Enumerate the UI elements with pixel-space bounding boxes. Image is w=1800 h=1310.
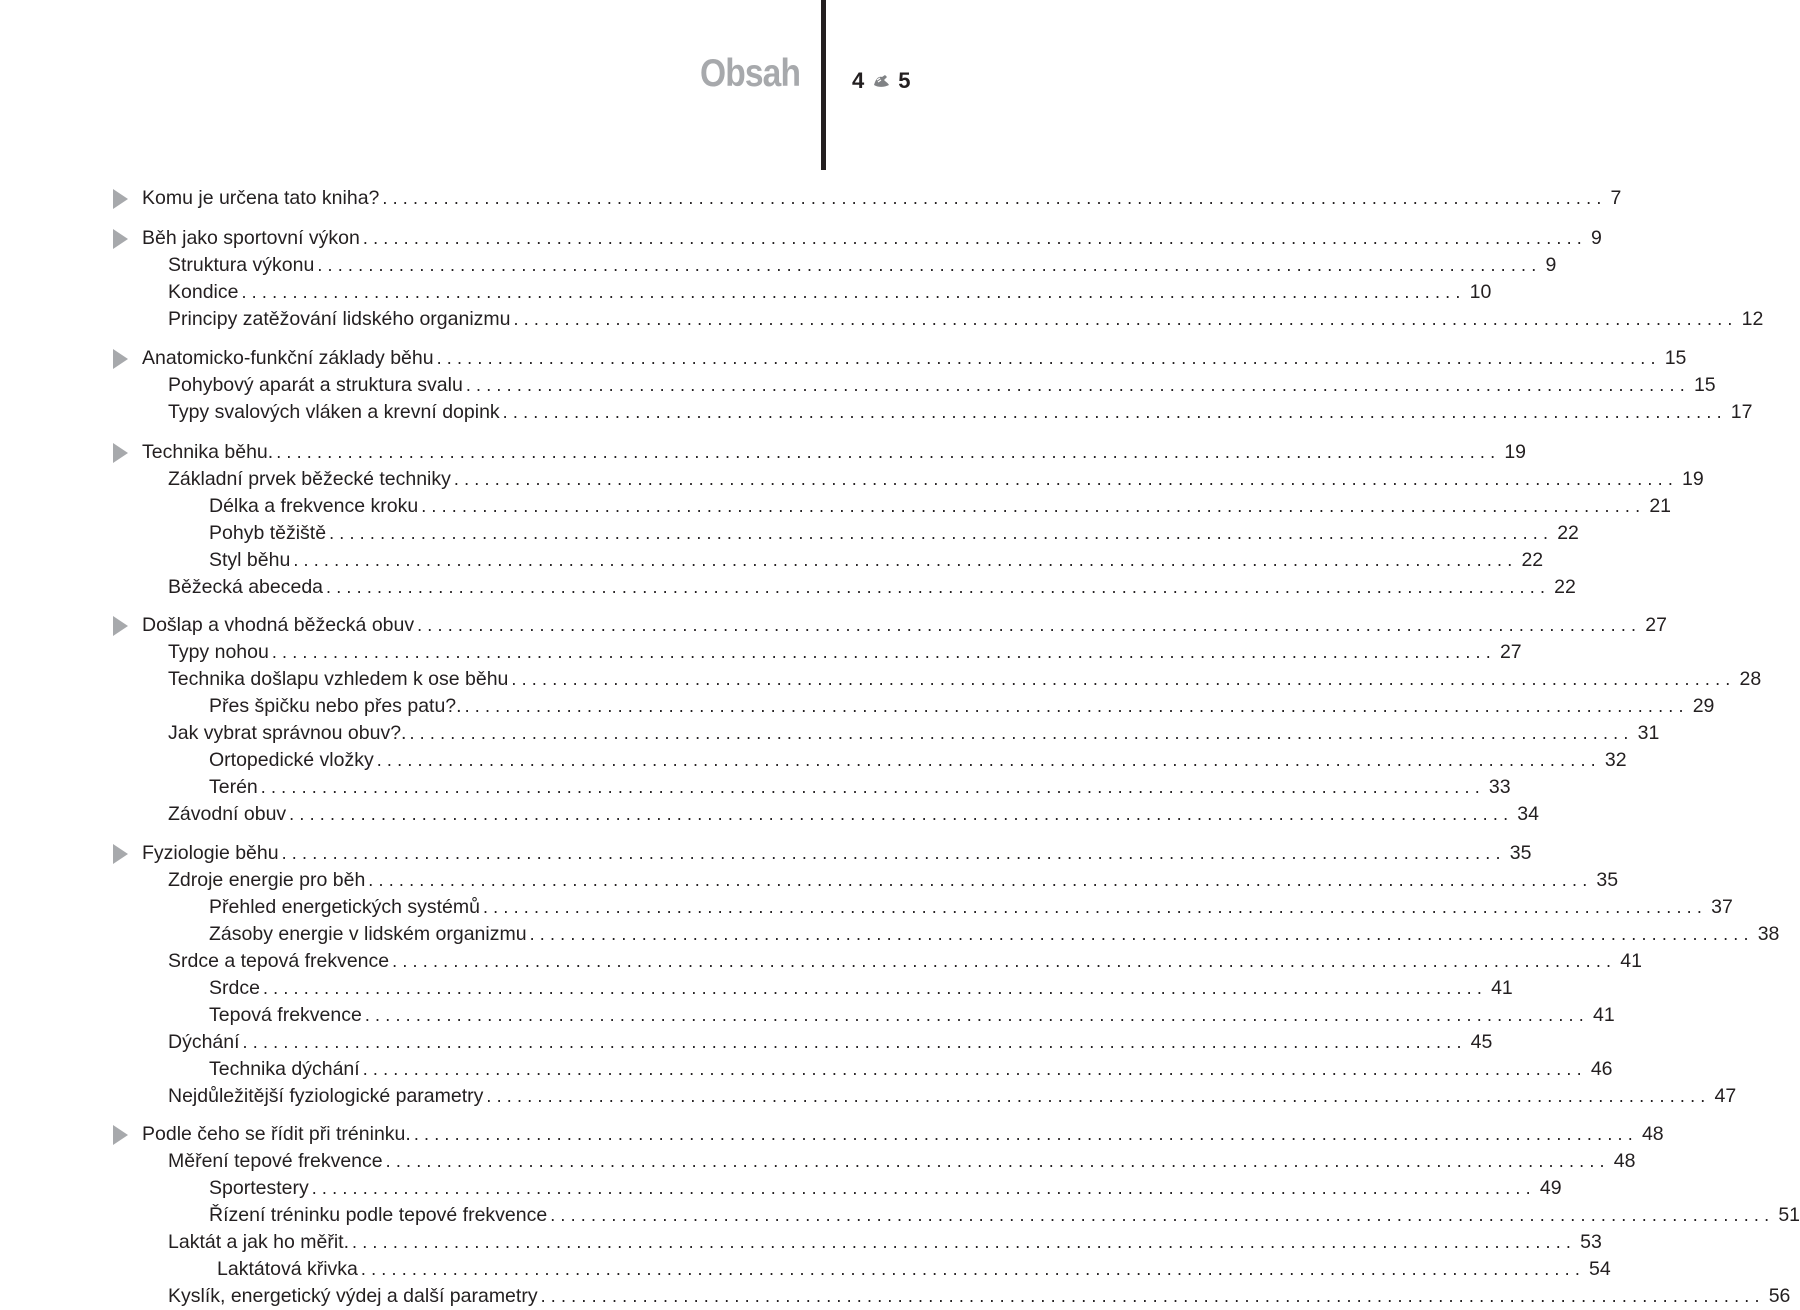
dot-leader: ........................................................................................................................: [311, 1178, 1536, 1198]
toc-page-number: 9: [1545, 254, 1557, 276]
toc-page-number: 38: [1757, 923, 1780, 945]
toc-page-number: 10: [1469, 281, 1492, 303]
dot-leader: ........................................................................................................................: [465, 375, 1690, 395]
toc-entry-title: Sportestery: [209, 1177, 309, 1199]
toc-entry-title: Délka a frekvence kroku: [209, 495, 419, 517]
toc-entry-title: Přehled energetických systémů: [209, 896, 480, 918]
toc-entry-title: Kyslík, energetický výdej a další parametry: [168, 1285, 538, 1307]
dot-leader: ........................................................................................................................: [436, 348, 1661, 368]
toc-entry: [217, 1256, 1611, 1282]
toc-entry-title: Přes špičku nebo přes patu?.: [209, 695, 462, 717]
dot-leader: ........................................................................................................................: [360, 1259, 1586, 1279]
toc-page-number: 28: [1739, 668, 1762, 690]
toc-entry-title: Typy svalových vláken a krevní dopink: [168, 401, 500, 423]
toc-page-number: 33: [1488, 776, 1511, 798]
toc-entry: [209, 747, 1627, 773]
dot-leader: ........................................................................................................................: [413, 1124, 1638, 1144]
chapter-arrow-icon: [109, 615, 131, 637]
toc-chapter: [142, 225, 1602, 251]
toc-page-number: 29: [1692, 695, 1715, 717]
toc-entry-title: Běh jako sportovní výkon: [142, 227, 360, 249]
toc-page-number: 22: [1557, 522, 1579, 544]
dot-leader: ........................................................................................................................: [260, 777, 1485, 797]
toc-entry: [168, 948, 1642, 974]
toc-page-number: 31: [1637, 722, 1660, 744]
toc-entry-title: Laktát a jak ho měřit.: [168, 1231, 350, 1253]
dot-leader: ........................................................................................................................: [529, 924, 1754, 944]
header-divider-bar: [821, 0, 826, 170]
toc-entry-title: Komu je určena tato kniha?: [142, 187, 380, 209]
toc-entry-title: Řízení tréninku podle tepové frekvence: [209, 1204, 548, 1226]
page-numbers: [852, 68, 911, 94]
dot-leader: ........................................................................................................................: [550, 1205, 1775, 1225]
toc-chapter: [142, 439, 1527, 465]
toc-entry-title: Tepová frekvence: [209, 1004, 362, 1026]
dot-leader: ........................................................................................................................: [317, 255, 1542, 275]
dot-leader: ........................................................................................................................: [540, 1286, 1765, 1306]
toc-entry: [168, 252, 1557, 278]
toc-entry-title: Fyziologie běhu: [142, 842, 279, 864]
toc-entry: [168, 306, 1764, 332]
toc-entry-title: Došlap a vhodná běžecká obuv: [142, 614, 415, 636]
toc-entry: [168, 720, 1660, 746]
toc-entry-title: Zásoby energie v lidském organizmu: [209, 923, 527, 945]
toc-page-number: 35: [1596, 869, 1619, 891]
chapter-arrow-icon: [109, 442, 131, 464]
chapter-arrow-icon: [109, 228, 131, 250]
toc-chapter: [142, 840, 1532, 866]
right-page-number: 5: [898, 68, 911, 93]
toc-page-number: 54: [1589, 1258, 1611, 1280]
toc-entry-title: Závodní obuv: [168, 803, 287, 825]
toc-entry: [168, 666, 1762, 692]
dot-leader: ........................................................................................................................: [262, 978, 1488, 998]
toc-entry: [209, 975, 1513, 1001]
toc-entry: [168, 1283, 1791, 1309]
toc-entry-title: Ortopedické vložky: [209, 749, 374, 771]
dot-leader: ........................................................................................................................: [409, 723, 1634, 743]
toc-entry-title: Technika běhu.: [142, 441, 274, 463]
toc-entry-title: Terén: [209, 776, 258, 798]
toc-page-number: 51: [1778, 1204, 1800, 1226]
toc-entry-title: Běžecká abeceda: [168, 576, 324, 598]
toc-page-number: 22: [1521, 549, 1544, 571]
toc-entry-title: Anatomicko-funkční základy běhu: [142, 347, 434, 369]
dot-leader: ........................................................................................................................: [352, 1232, 1577, 1252]
toc-page-number: 9: [1591, 227, 1602, 249]
dot-leader: ........................................................................................................................: [368, 870, 1593, 890]
dot-leader: ........................................................................................................................: [281, 843, 1506, 863]
toc-entry: [168, 1229, 1602, 1255]
dot-leader: ........................................................................................................................: [242, 1032, 1467, 1052]
toc-page-number: 37: [1711, 896, 1733, 918]
dot-leader: ........................................................................................................................: [482, 897, 1708, 917]
toc-entry-title: Typy nohou: [168, 641, 269, 663]
toc-entry-title: Měření tepové frekvence: [168, 1150, 383, 1172]
toc-entry: [168, 1029, 1493, 1055]
toc-entry-title: Styl běhu: [209, 549, 291, 571]
toc-entry-title: Laktátová křivka: [217, 1258, 358, 1280]
toc-entry-title: Technika došlapu vzhledem k ose běhu: [168, 668, 509, 690]
dot-leader: ........................................................................................................................: [241, 282, 1466, 302]
dot-leader: ........................................................................................................................: [392, 951, 1617, 971]
toc-entry: [168, 801, 1539, 827]
toc-entry: [209, 894, 1733, 920]
toc-page-number: 46: [1590, 1058, 1613, 1080]
toc-entry: [168, 1148, 1636, 1174]
page-title: Obsah: [700, 52, 801, 95]
toc-entry-title: Technika dýchání: [209, 1058, 360, 1080]
toc-page-number: 22: [1554, 576, 1576, 598]
dot-leader: ........................................................................................................................: [417, 615, 1642, 635]
toc-page-number: 27: [1499, 641, 1522, 663]
dot-leader: ........................................................................................................................: [329, 523, 1554, 543]
toc-entry: [209, 693, 1715, 719]
dot-leader: ........................................................................................................................: [421, 496, 1646, 516]
toc-entry: [209, 493, 1672, 519]
toc-page-number: 53: [1580, 1231, 1602, 1253]
toc-entry-title: Srdce a tepová frekvence: [168, 950, 390, 972]
chapter-arrow-icon: [109, 1124, 131, 1146]
toc-entry: [168, 372, 1716, 398]
toc-page-number: 19: [1682, 468, 1704, 490]
dot-leader: ........................................................................................................................: [376, 750, 1601, 770]
toc-entry-title: Pohybový aparát a struktura svalu: [168, 374, 463, 396]
dot-leader: ........................................................................................................................: [464, 696, 1689, 716]
toc-page-number: 34: [1517, 803, 1539, 825]
toc-entry: [209, 1002, 1615, 1028]
runner-shoe-icon: [870, 70, 892, 92]
toc-entry: [209, 774, 1511, 800]
toc-entry: [209, 1056, 1613, 1082]
toc-entry: [209, 547, 1544, 573]
toc-page-number: 48: [1613, 1150, 1636, 1172]
toc-entry: [168, 1083, 1737, 1109]
dot-leader: ........................................................................................................................: [276, 442, 1501, 462]
toc-page-number: 7: [1610, 187, 1622, 209]
toc-page-number: 32: [1604, 749, 1627, 771]
chapter-arrow-icon: [109, 348, 131, 370]
toc-entry: [209, 1175, 1562, 1201]
toc-page-number: 56: [1768, 1285, 1791, 1307]
toc-entry: [168, 279, 1492, 305]
toc-entry: [168, 867, 1619, 893]
toc-entry-title: Podle čeho se řídit při tréninku.: [142, 1123, 411, 1145]
toc-page-number: 48: [1641, 1123, 1664, 1145]
toc-entry: [168, 639, 1522, 665]
dot-leader: ........................................................................................................................: [293, 550, 1518, 570]
toc-page-number: 17: [1730, 401, 1753, 423]
chapter-arrow-icon: [109, 843, 131, 865]
dot-leader: ........................................................................................................................: [362, 1059, 1587, 1079]
toc-entry-title: Dýchání: [168, 1031, 240, 1053]
chapter-arrow-icon: [109, 188, 131, 210]
toc-page-number: 41: [1620, 950, 1642, 972]
dot-leader: ........................................................................................................................: [364, 1005, 1589, 1025]
toc-chapter: [142, 1121, 1664, 1147]
toc-page-number: 35: [1509, 842, 1532, 864]
dot-leader: ........................................................................................................................: [362, 228, 1587, 248]
dot-leader: ........................................................................................................................: [511, 669, 1736, 689]
dot-leader: ........................................................................................................................: [513, 309, 1738, 329]
dot-leader: ........................................................................................................................: [502, 402, 1727, 422]
dot-leader: ........................................................................................................................: [271, 642, 1496, 662]
toc-page-number: 15: [1664, 347, 1687, 369]
toc-entry-title: Struktura výkonu: [168, 254, 315, 276]
toc-entry: [168, 466, 1704, 492]
toc-entry-title: Zdroje energie pro běh: [168, 869, 366, 891]
toc-entry: [209, 1202, 1800, 1228]
toc-page-number: 15: [1693, 374, 1716, 396]
toc-page-number: 12: [1741, 308, 1764, 330]
dot-leader: ........................................................................................................................: [385, 1151, 1610, 1171]
toc-page-number: 47: [1714, 1085, 1737, 1107]
toc-page-number: 41: [1592, 1004, 1615, 1026]
dot-leader: ........................................................................................................................: [326, 577, 1551, 597]
toc-entry-title: Základní prvek běžecké techniky: [168, 468, 451, 490]
toc-entry-title: Pohyb těžiště: [209, 522, 327, 544]
toc-entry: [209, 520, 1579, 546]
toc-entry: [168, 399, 1753, 425]
toc-page-number: 19: [1504, 441, 1527, 463]
toc-chapter: [142, 185, 1622, 211]
toc-entry-title: Srdce: [209, 977, 260, 999]
toc-chapter: [142, 345, 1687, 371]
dot-leader: ........................................................................................................................: [486, 1086, 1711, 1106]
toc-page-number: 41: [1491, 977, 1513, 999]
toc-page-number: 45: [1470, 1031, 1493, 1053]
toc-page-number: 49: [1539, 1177, 1562, 1199]
left-page-number: 4: [852, 68, 865, 93]
toc-entry: [168, 574, 1576, 600]
toc-page-number: 27: [1645, 614, 1667, 636]
toc-entry-title: Jak vybrat správnou obuv?.: [168, 722, 407, 744]
toc-page-number: 21: [1649, 495, 1672, 517]
toc-entry-title: Kondice: [168, 281, 239, 303]
toc-chapter: [142, 612, 1667, 638]
dot-leader: ........................................................................................................................: [453, 469, 1679, 489]
dot-leader: ........................................................................................................................: [382, 188, 1607, 208]
toc-entry-title: Nejdůležitější fyziologické parametry: [168, 1085, 484, 1107]
toc-entry: [209, 921, 1780, 947]
dot-leader: ........................................................................................................................: [289, 804, 1514, 824]
toc-entry-title: Principy zatěžování lidského organizmu: [168, 308, 511, 330]
